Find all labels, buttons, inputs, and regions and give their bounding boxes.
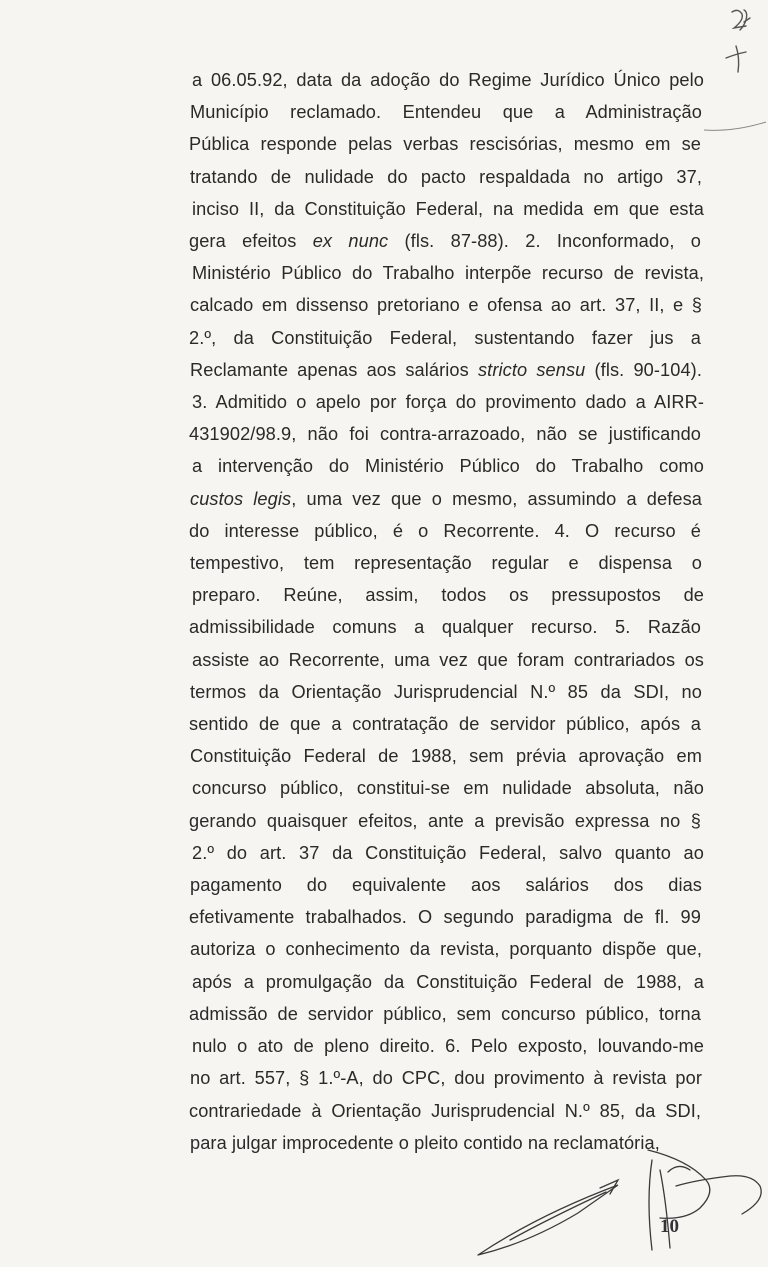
text-line: após a promulgação da Constituição Federal de 1988, a xyxy=(192,971,704,992)
text-line: 2.º, da Constituição Federal, sustentando fazer jus a xyxy=(189,327,701,348)
text-line: nulo o ato de pleno direito. 6. Pelo exposto, louvando-me xyxy=(192,1036,704,1057)
text-line: Constituição Federal de 1988, sem prévia aprovação em xyxy=(190,746,702,767)
text-line: custos legis, uma vez que o mesmo, assumindo a defesa xyxy=(190,488,702,509)
text-line: tratando de nulidade do pacto respaldada no artigo 37, xyxy=(190,166,702,187)
text-line: termos da Orientação Jurisprudencial N.º 85 da SDI, no xyxy=(190,681,702,702)
text-line: 2.º do art. 37 da Constituição Federal, salvo quanto ao xyxy=(192,842,704,863)
text-line: Ministério Público do Trabalho interpõe recurso de revista, xyxy=(192,263,704,284)
text-line: Município reclamado. Entendeu que a Administração xyxy=(190,102,702,123)
margin-stroke xyxy=(704,122,766,130)
text-line: gera efeitos ex nunc (fls. 87-88). 2. Inconformado, o xyxy=(189,231,701,252)
text-line: para julgar improcedente o pleito contido na reclamatória, xyxy=(190,1132,660,1153)
margin-annotation-text: 27 xyxy=(728,11,754,35)
text-line: Reclamante apenas aos salários stricto sensu (fls. 90-104). xyxy=(190,359,702,380)
text-line: efetivamente trabalhados. O segundo paradigma de fl. 99 xyxy=(189,907,701,928)
text-line: a intervenção do Ministério Público do Trabalho como xyxy=(192,456,704,477)
text-line: contrariedade à Orientação Jurisprudencial N.º 85, da SDI, xyxy=(189,1100,701,1121)
text-line: pagamento do equivalente aos salários dos dias xyxy=(190,875,702,896)
text-line: admissibilidade comuns a qualquer recurso. 5. Razão xyxy=(189,617,701,638)
text-line: sentido de que a contratação de servidor público, após a xyxy=(189,714,701,735)
text-line: Pública responde pelas verbas rescisórias, mesmo em se xyxy=(189,134,701,155)
text-line: gerando quaisquer efeitos, ante a previsão expressa no § xyxy=(189,810,701,831)
text-line: calcado em dissenso pretoriano e ofensa ao art. 37, II, e § xyxy=(190,295,702,316)
text-line: autoriza o conhecimento da revista, porquanto dispõe que, xyxy=(190,939,702,960)
text-line: admissão de servidor público, sem concurso público, torna xyxy=(189,1003,701,1024)
text-line: a 06.05.92, data da adoção do Regime Jurídico Único pelo xyxy=(192,70,704,90)
text-line: 431902/98.9, não foi contra-arrazoado, não se justificando xyxy=(189,424,701,445)
text-line: concurso público, constitui-se em nulidade absoluta, não xyxy=(192,778,704,799)
text-line: do interesse público, é o Recorrente. 4. O recurso é xyxy=(189,520,701,541)
text-line: no art. 557, § 1.º-A, do CPC, dou provimento à revista por xyxy=(190,1068,702,1089)
text-line: 3. Admitido o apelo por força do provimento dado a AIRR- xyxy=(192,392,704,413)
signature xyxy=(478,1150,761,1255)
text-line: assiste ao Recorrente, uma vez que foram contrariados os xyxy=(192,649,704,670)
text-line: preparo. Reúne, assim, todos os pressupostos de xyxy=(192,585,704,606)
text-line: inciso II, da Constituição Federal, na medida em que esta xyxy=(192,198,704,219)
text-line: tempestivo, tem representação regular e dispensa o xyxy=(190,553,702,574)
page-number: 10 xyxy=(660,1216,679,1237)
